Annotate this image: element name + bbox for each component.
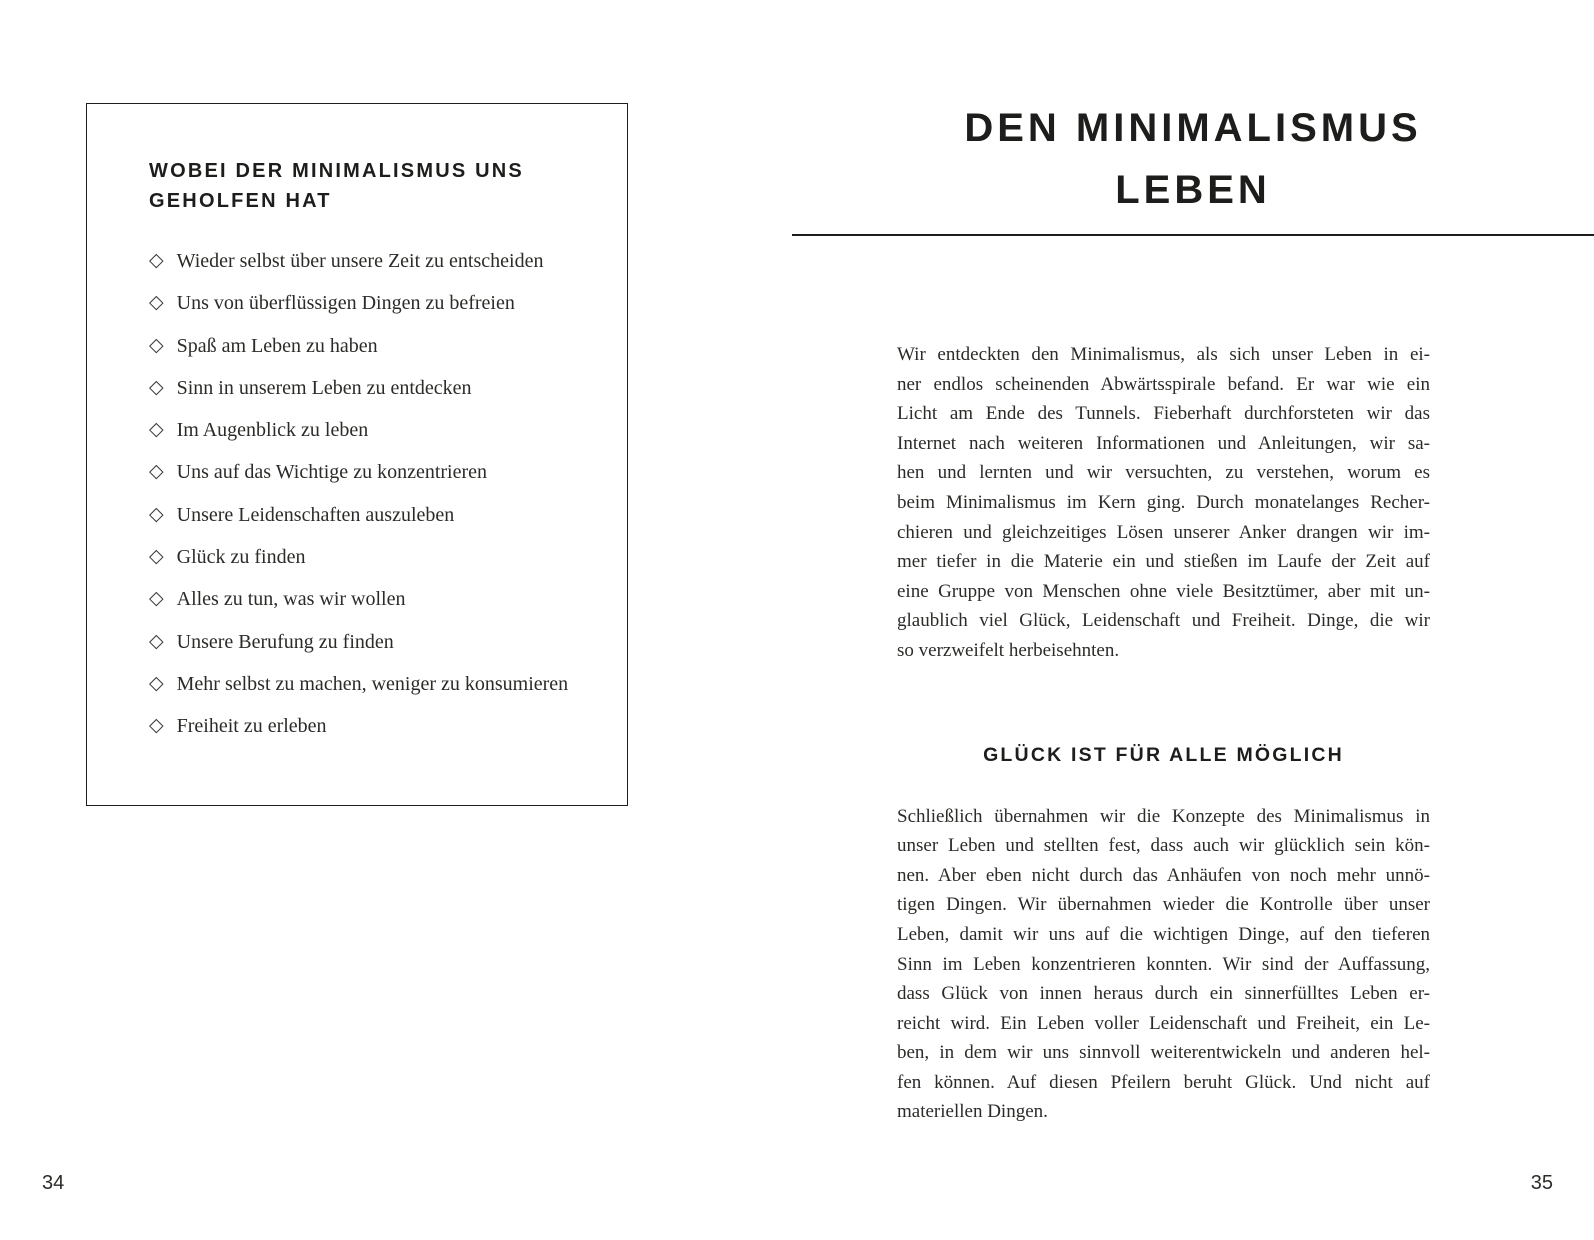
paragraph-line: fen können. Auf diesen Pfeilern beruht Glück. Und nicht auf — [897, 1071, 1430, 1093]
chapter-title-line: DEN MINIMALISMUS — [964, 106, 1422, 150]
info-box — [86, 103, 628, 806]
diamond-bullet-icon: ◇ — [149, 249, 164, 271]
body-paragraph — [897, 802, 1430, 1128]
list-item-text: Uns von überflüssigen Dingen zu befreien — [176, 292, 515, 315]
list-item-text: Glück zu finden — [176, 546, 306, 569]
list-item — [149, 543, 597, 572]
box-heading — [149, 156, 597, 216]
paragraph-line: eine Gruppe von Menschen ohne viele Besitztümer, aber mit un- — [897, 580, 1430, 602]
diamond-bullet-icon: ◇ — [149, 671, 164, 694]
paragraph-line: Licht am Ende des Tunnels. Fieberhaft durchforsteten wir das — [897, 403, 1430, 425]
paragraph-line: unser Leben und stellten fest, dass auch wir glücklich sein kön- — [897, 835, 1430, 857]
paragraph-line: ben, in dem wir uns sinnvoll weiterentwickeln und anderen hel- — [897, 1042, 1430, 1064]
box-list — [149, 247, 597, 741]
diamond-bullet-icon: ◇ — [149, 333, 164, 356]
paragraph-line: ner endlos scheinenden Abwärtsspirale befand. Er war wie ein — [897, 373, 1430, 395]
diamond-bullet-icon: ◇ — [149, 460, 164, 483]
diamond-bullet-icon: ◇ — [149, 291, 164, 314]
diamond-bullet-icon: ◇ — [149, 375, 164, 398]
paragraph-line: Wir entdeckten den Minimalismus, als sich unser Leben in ei- — [897, 344, 1430, 365]
list-item — [149, 247, 597, 276]
list-item — [149, 670, 597, 699]
paragraph-line: beim Minimalismus im Kern ging. Durch monatelanges Recher- — [897, 491, 1430, 513]
paragraph-line: hen und lernten und wir versuchten, zu verstehen, worum es — [897, 462, 1430, 484]
chapter-title — [792, 97, 1594, 221]
paragraph-line: dass Glück von innen heraus durch ein sinnerfülltes Leben er- — [897, 983, 1430, 1005]
diamond-bullet-icon: ◇ — [149, 587, 164, 610]
paragraph-line: Sinn im Leben konzentrieren konnten. Wir sind der Auffassung, — [897, 953, 1430, 975]
paragraph-line: reicht wird. Ein Leben voller Leidenschaft und Freiheit, ein Le- — [897, 1012, 1430, 1034]
list-item — [149, 501, 597, 530]
list-item-text: Spaß am Leben zu haben — [176, 334, 378, 357]
box-heading-line: GEHOLFEN HAT — [149, 190, 332, 212]
list-item-text: Im Augenblick zu leben — [176, 419, 369, 442]
list-item — [149, 332, 597, 361]
list-item-text: Mehr selbst zu machen, weniger zu konsumieren — [176, 672, 569, 695]
diamond-bullet-icon: ◇ — [149, 629, 164, 652]
chapter-title-line: LEBEN — [1115, 168, 1271, 212]
list-item — [149, 712, 597, 741]
list-item — [149, 416, 597, 445]
paragraph-line: so verzweifelt herbeisehnten. — [897, 639, 1120, 661]
paragraph-line: materiellen Dingen. — [897, 1101, 1048, 1123]
list-item — [149, 289, 597, 318]
paragraph-line: Internet nach weiteren Informationen und Anleitungen, wir sa- — [897, 432, 1430, 454]
section-subheading: GLÜCK IST FÜR ALLE MÖGLICH — [983, 743, 1344, 766]
paragraph-line: chieren und gleichzeitiges Lösen unserer Anker drangen wir im- — [897, 521, 1430, 543]
list-item — [149, 374, 597, 403]
list-item-text: Freiheit zu erleben — [176, 715, 327, 738]
list-item-text: Uns auf das Wichtige zu konzentrieren — [176, 461, 488, 484]
paragraph-line: mer tiefer in die Materie ein und stießen im Laufe der Zeit auf — [897, 551, 1430, 573]
body-column — [897, 340, 1430, 1127]
list-item — [149, 458, 597, 487]
page-number-left: 34 — [42, 1172, 65, 1194]
paragraph-line: nen. Aber eben nicht durch das Anhäufen von noch mehr unnö- — [897, 864, 1430, 886]
list-item-text: Sinn in unserem Leben zu entdecken — [176, 376, 472, 399]
box-heading-line: WOBEI DER MINIMALISMUS UNS — [149, 160, 524, 182]
diamond-bullet-icon: ◇ — [149, 418, 164, 441]
diamond-bullet-icon: ◇ — [149, 714, 164, 737]
paragraph-line: glaublich viel Glück, Leidenschaft und Freiheit. Dinge, die wir — [897, 610, 1430, 632]
diamond-bullet-icon: ◇ — [149, 502, 164, 525]
diamond-bullet-icon: ◇ — [149, 545, 164, 568]
intro-paragraph — [897, 340, 1430, 666]
list-item-text: Unsere Leidenschaften auszuleben — [176, 503, 455, 526]
list-item-text: Alles zu tun, was wir wollen — [176, 588, 406, 611]
paragraph-line: Leben, damit wir uns auf die wichtigen Dinge, auf den tieferen — [897, 923, 1430, 945]
list-item — [149, 628, 597, 657]
list-item-text: Unsere Berufung zu finden — [176, 630, 394, 653]
title-rule — [792, 234, 1594, 236]
list-item — [149, 585, 597, 614]
list-item-text: Wieder selbst über unsere Zeit zu entscheiden — [176, 250, 544, 272]
paragraph-line: tigen Dingen. Wir übernahmen wieder die Kontrolle über unser — [897, 894, 1430, 916]
paragraph-line: Schließlich übernahmen wir die Konzepte des Minimalismus in — [897, 805, 1430, 827]
page-number-right: 35 — [1530, 1172, 1553, 1194]
